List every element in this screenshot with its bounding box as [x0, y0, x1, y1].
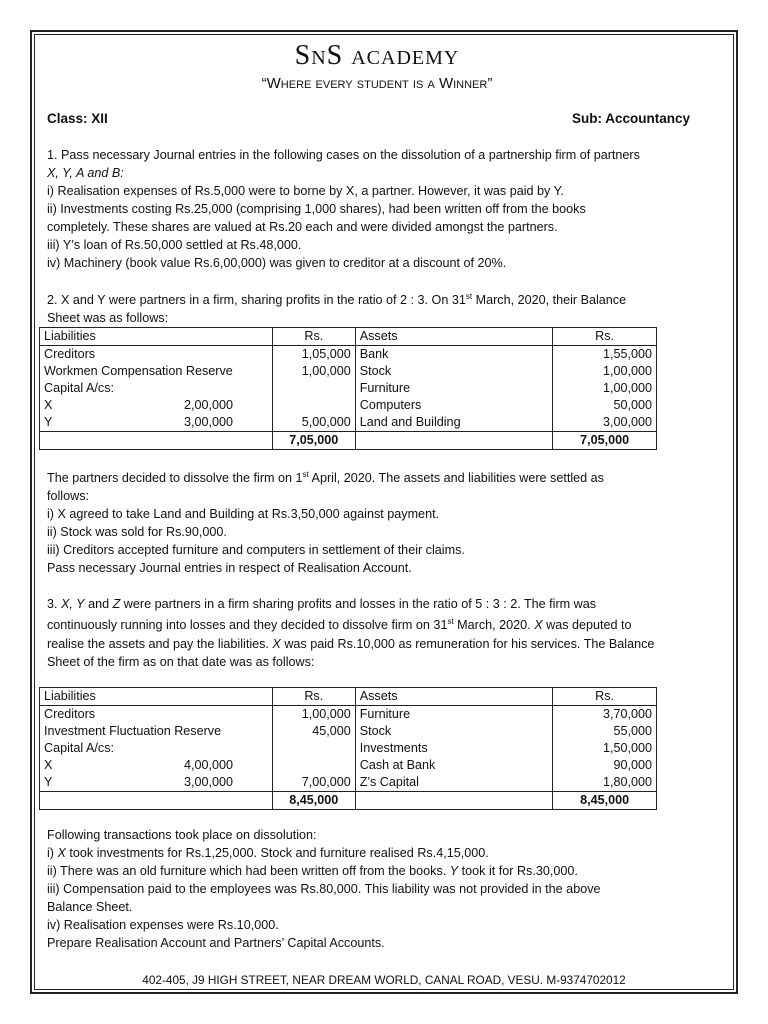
table-row: Capital A/cs: Investments 1,50,000	[40, 740, 657, 757]
q3-after: Following transactions took place on dissolution:	[47, 827, 317, 842]
class-subject-row	[47, 110, 707, 128]
q3-item: iii) Compensation paid to the employees was Rs.80,000. This liability was not provided in the above	[47, 881, 601, 896]
academy-motto: “Where every student is a Winner”	[261, 75, 493, 92]
header-rs: Rs.	[553, 687, 657, 705]
table-row: X 4,00,000 Cash at Bank 90,000	[40, 757, 657, 774]
table-header-row	[40, 328, 657, 346]
header-rs: Rs.	[272, 328, 355, 346]
academy-title: SnS academy	[294, 40, 460, 71]
q1-item: iv) Machinery (book value Rs.6,00,000) was given to creditor at a discount of 20%.	[47, 256, 507, 270]
q2-after-2: follows:	[47, 489, 89, 504]
total-assets: 7,05,000	[553, 432, 657, 450]
q1-item: ii) Investments costing Rs.25,000 (comprising 1,000 shares), had been written off from the books	[47, 202, 586, 216]
q1-item: i) Realisation expenses of Rs.5,000 were to borne by X, a partner. However, it was paid by Y.	[47, 184, 564, 198]
header-rs: Rs.	[553, 328, 657, 346]
q2-item: Pass necessary Journal entries in respect of Realisation Account.	[47, 561, 412, 576]
header-liabilities: Liabilities	[40, 687, 273, 705]
question-2	[44, 288, 707, 577]
q2-item: iii) Creditors accepted furniture and computers in settlement of their claims.	[47, 543, 465, 558]
q3-item: iv) Realisation expenses were Rs.10,000.	[47, 917, 279, 932]
table-row: X 2,00,000 Computers 50,000	[40, 397, 657, 414]
total-liabilities: 7,05,000	[272, 432, 355, 450]
q3-item: Balance Sheet.	[47, 899, 133, 914]
table-row: Creditors 1,00,000 Furniture 3,70,000	[40, 705, 657, 723]
table-row: Investment Fluctuation Reserve 45,000 Stock 55,000	[40, 723, 657, 740]
header-assets: Assets	[355, 328, 552, 346]
footer-address: 402-405, J9 HIGH STREET, NEAR DREAM WORLD, CANAL ROAD, VESU. M-9374702012	[142, 973, 626, 987]
q3-item: i) X took investments for Rs.1,25,000. Stock and furniture realised Rs.4,15,000.	[47, 845, 489, 860]
table-total-row	[40, 432, 657, 450]
q3-balance-sheet	[39, 687, 657, 810]
table-row: Creditors 1,05,000 Bank 1,55,000	[40, 346, 657, 364]
table-header-row	[40, 687, 657, 705]
document-body	[44, 36, 707, 952]
class-label: Class: XII	[47, 111, 108, 126]
subject-label: Sub: Accountancy	[571, 111, 690, 126]
q3-line: continuously running into losses and they decided to dissolve firm on 31st March, 2020. X was deputed to	[47, 617, 632, 633]
q2-after: The partners decided to dissolve the firm on 1st April, 2020. The assets and liabilities were settled as	[47, 470, 604, 486]
q1-item: completely. These shares are valued at Rs.20 each and were divided amongst the partners.	[47, 220, 558, 234]
q1-item: iii) Y’s loan of Rs.50,000 settled at Rs.48,000.	[47, 238, 302, 252]
q1-partners: X, Y, A and B:	[47, 166, 124, 180]
header-liabilities: Liabilities	[40, 328, 273, 346]
q2-intro-2: Sheet was as follows:	[47, 311, 169, 326]
q3-line: Sheet of the firm as on that date was as follows:	[47, 654, 315, 669]
table-row: Workmen Compensation Reserve 1,00,000 Stock 1,00,000	[40, 363, 657, 380]
q3-item: ii) There was an old furniture which had been written off from the books. Y took it for Rs.30,000.	[47, 863, 578, 878]
total-liabilities: 8,45,000	[272, 791, 355, 809]
q2-balance-sheet	[39, 327, 657, 450]
table-row: Capital A/cs: Furniture 1,00,000	[40, 380, 657, 397]
total-assets: 8,45,000	[553, 791, 657, 809]
q3-item: Prepare Realisation Account and Partners’ Capital Accounts.	[47, 935, 385, 950]
q2-item: ii) Stock was sold for Rs.90,000.	[47, 525, 227, 540]
question-1	[47, 146, 707, 272]
header-assets: Assets	[355, 687, 552, 705]
table-total-row	[40, 791, 657, 809]
table-row: Y 3,00,000 7,00,000 Z’s Capital 1,80,000	[40, 774, 657, 792]
question-3	[44, 595, 707, 951]
q1-intro: 1. Pass necessary Journal entries in the following cases on the dissolution of a partnership firm of partners	[47, 148, 640, 162]
q2-item: i) X agreed to take Land and Building at Rs.3,50,000 against payment.	[47, 507, 440, 522]
q2-intro: 2. X and Y were partners in a firm, sharing profits in the ratio of 2 : 3. On 31st March, 2020, their Balance	[47, 292, 627, 308]
q3-line: 3. X, Y and Z were partners in a firm sharing profits and losses in the ratio of 5 : 3 : 2. The firm was	[47, 597, 597, 612]
header-rs: Rs.	[272, 687, 355, 705]
q3-line: realise the assets and pay the liabilities. X was paid Rs.10,000 as remuneration for his services. The Balance	[47, 636, 655, 651]
table-row: Y 3,00,000 5,00,000 Land and Building 3,00,000	[40, 414, 657, 432]
